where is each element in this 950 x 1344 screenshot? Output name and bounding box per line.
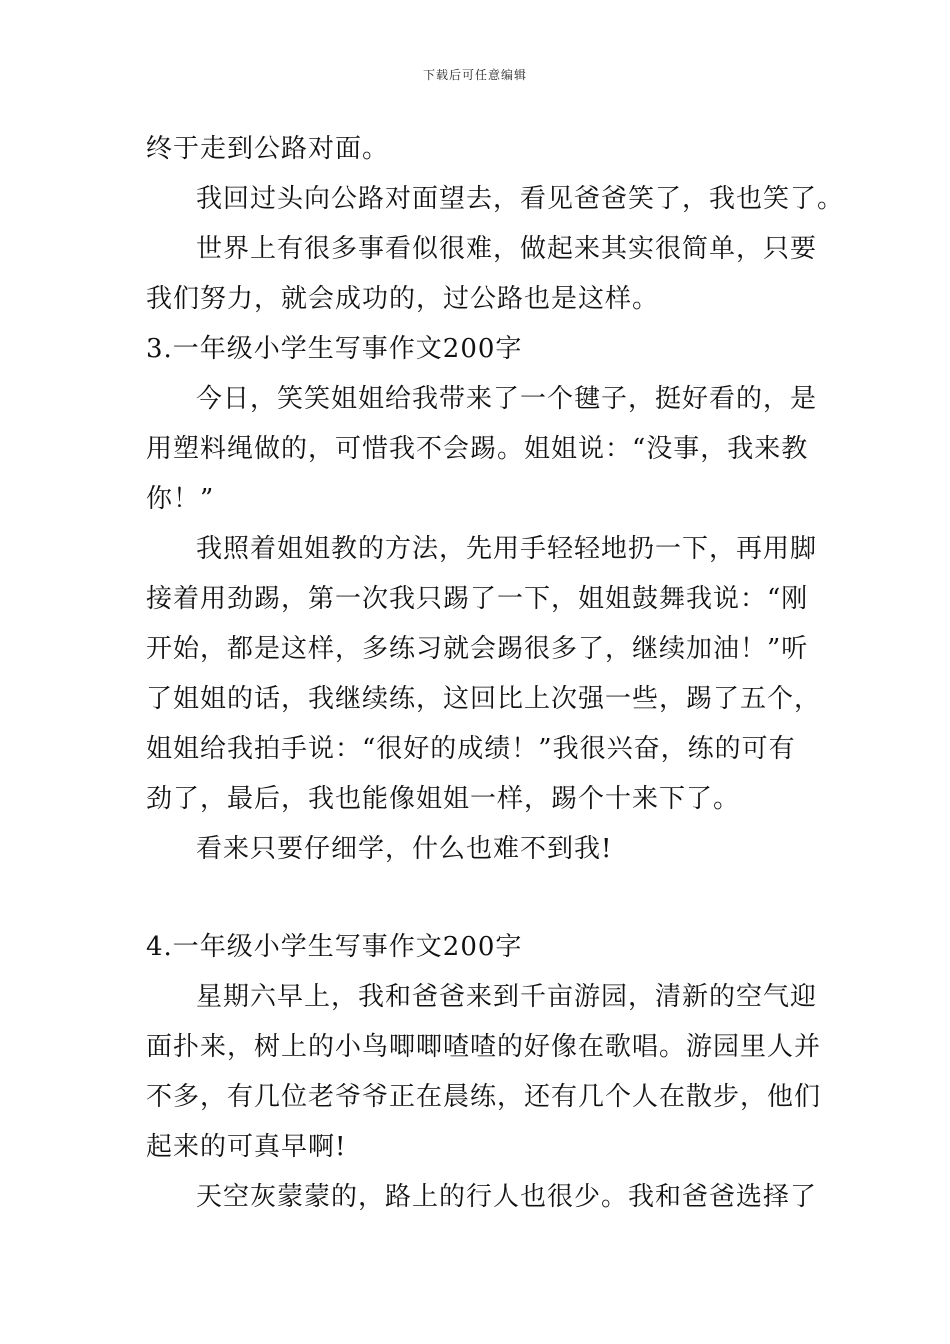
paragraph-line: 不多，有几位老爷爷正在晨练，还有几个人在散步，他们 bbox=[146, 1082, 822, 1112]
paragraph-line: 天空灰蒙蒙的，路上的行人也很少。我和爸爸选择了 bbox=[196, 1182, 818, 1212]
paragraph-line: 用塑料绳做的，可惜我不会踢。姐姐说：“没事，我来教 bbox=[146, 434, 809, 464]
section-heading: 4.一年级小学生写事作文200字 bbox=[146, 932, 523, 962]
paragraph-line: 了姐姐的话，我继续练，这回比上次强一些，踢了五个， bbox=[146, 684, 822, 714]
paragraph-line: 劲了，最后，我也能像姐姐一样，踢个十来下了。 bbox=[146, 784, 741, 814]
paragraph-line: 我照着姐姐教的方法，先用手轻轻地扔一下，再用脚 bbox=[196, 534, 818, 564]
section-heading: 3.一年级小学生写事作文200字 bbox=[146, 334, 523, 364]
paragraph-line: 姐姐给我拍手说：“很好的成绩！”我很兴奋，练的可有 bbox=[146, 734, 796, 764]
paragraph-line: 开始，都是这样，多练习就会踢很多了，继续加油！”听 bbox=[146, 634, 809, 664]
paragraph-line: 看来只要仔细学，什么也难不到我! bbox=[196, 834, 613, 864]
paragraph-line: 终于走到公路对面。 bbox=[146, 134, 390, 164]
paragraph-line: 我们努力，就会成功的，过公路也是这样。 bbox=[146, 284, 660, 314]
page-header: 下载后可任意编辑 bbox=[422, 68, 527, 82]
paragraph-line: 今日，笑笑姐姐给我带来了一个毽子，挺好看的，是 bbox=[196, 384, 818, 414]
paragraph-line: 接着用劲踢，第一次我只踢了一下，姐姐鼓舞我说：“刚 bbox=[146, 584, 809, 614]
paragraph-line: 面扑来，树上的小鸟唧唧喳喳的好像在歌唱。游园里人并 bbox=[146, 1032, 822, 1062]
paragraph-line: 我回过头向公路对面望去，看见爸爸笑了，我也笑了。 bbox=[196, 184, 845, 214]
paragraph-line: 世界上有很多事看似很难，做起来其实很简单，只要 bbox=[196, 234, 818, 264]
paragraph-line: 星期六早上，我和爸爸来到千亩游园，清新的空气迎 bbox=[196, 982, 818, 1012]
paragraph-line: 起来的可真早啊! bbox=[146, 1132, 347, 1162]
paragraph-line: 你！” bbox=[146, 484, 215, 514]
